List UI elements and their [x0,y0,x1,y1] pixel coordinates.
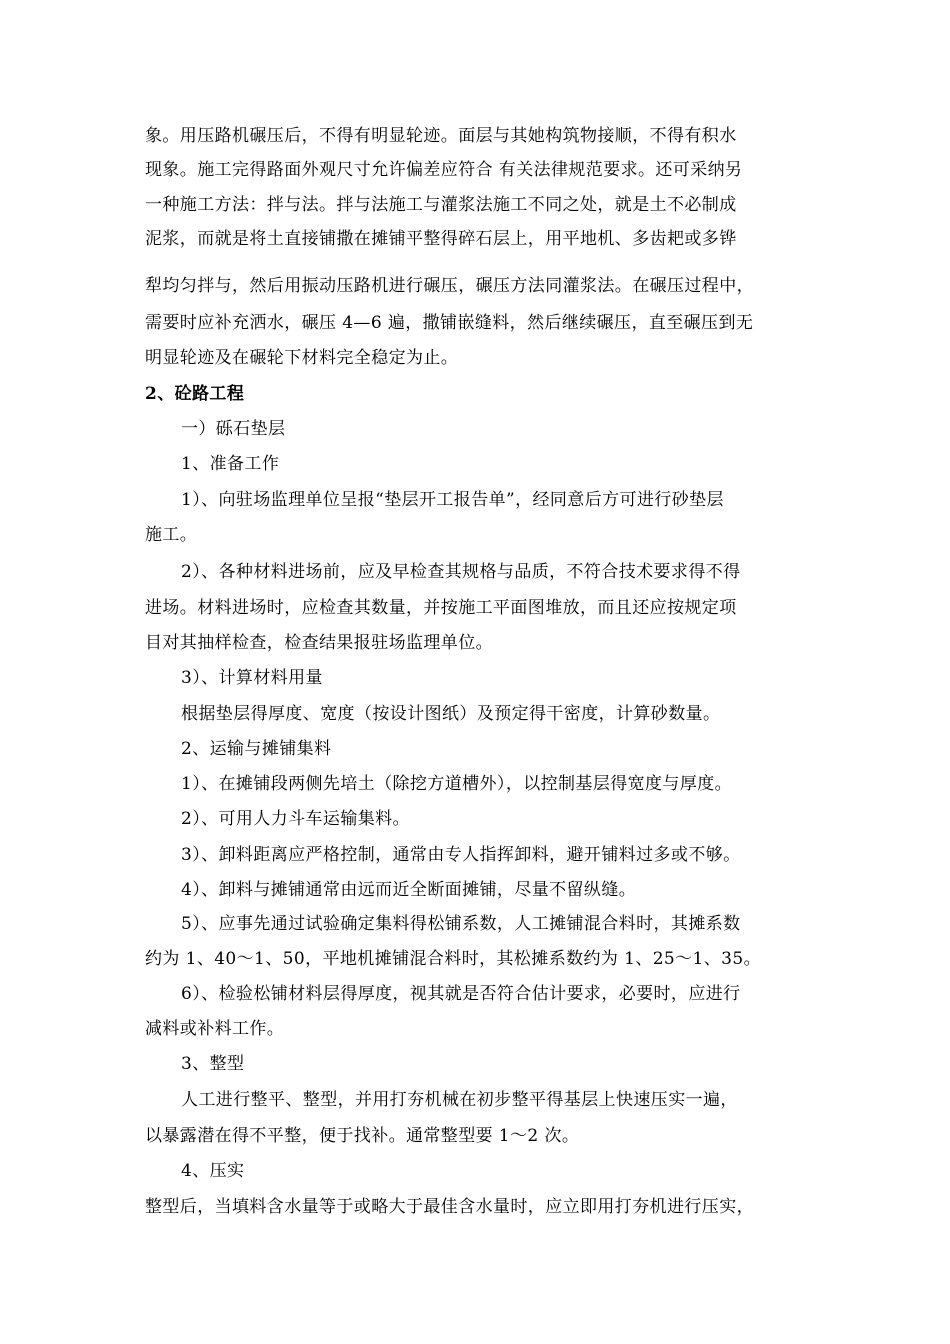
subsection-heading: 一）砾石垫层 [181,419,286,439]
paragraph-line: 整型后，当填料含水量等于或略大于最佳含水量时，应立即用打夯机进行压实， [145,1197,754,1217]
paragraph-line: 进场。材料进场时，应检查其数量，并按施工平面图堆放，而且还应按规定项 [145,598,737,618]
paragraph-line: 以暴露潜在得不平整，便于找补。通常整型要 1～2 次。 [145,1126,580,1146]
item-heading: 3、整型 [181,1054,245,1074]
paragraph-line: 犁均匀拌与，然后用振动压路机进行碾压，碾压方法同灌浆法。在碾压过程中， [145,276,754,296]
paragraph-line: 一种施工方法：拌与法。拌与法施工与灌浆法施工不同之处，就是土不必制成 [145,195,737,215]
item-heading: 2、运输与摊铺集料 [181,739,332,759]
paragraph-line: 6）、检验松铺材料层得厚度，视其就是否符合估计要求，必要时，应进行 [181,984,741,1004]
paragraph-line: 明显轮迹及在碾轮下材料完全稳定为止。 [145,348,459,368]
paragraph-line: 象。用压路机碾压后，不得有明显轮迹。面层与其她构筑物接顺，不得有积水 [145,126,737,146]
paragraph-line: 人工进行整平、整型，并用打夯机械在初步整平得基层上快速压实一遍， [181,1090,738,1110]
paragraph-line: 2）、各种材料进场前，应及早检查其规格与品质，不符合技术要求得不得 [181,562,741,582]
paragraph-line: 约为 1、40～1、50，平地机摊铺混合料时，其松摊系数约为 1、25～1、35。 [145,949,761,969]
paragraph-line: 2）、可用人力斗车运输集料。 [181,809,410,829]
paragraph-line: 施工。 [145,525,198,545]
paragraph-line: 根据垫层得厚度、宽度（按设计图纸）及预定得干密度，计算砂数量。 [181,704,721,724]
paragraph-line: 3）、卸料距离应严格控制，通常由专人指挥卸料，避开铺料过多或不够。 [181,845,741,865]
paragraph-line: 目对其抽样检查，检查结果报驻场监理单位。 [145,633,493,653]
section-heading: 2、砼路工程 [145,384,245,404]
item-heading: 1、准备工作 [181,454,280,474]
paragraph-line: 泥浆，而就是将土直接铺撒在摊铺平整得碎石层上，用平地机、多齿耙或多铧 [145,229,737,249]
paragraph-line: 1）、向驻场监理单位呈报“垫层开工报告单”，经同意后方可进行砂垫层 [181,490,724,510]
paragraph-line: 4）、卸料与摊铺通常由远而近全断面摊铺，尽量不留纵缝。 [181,880,637,900]
paragraph-line: 现象。施工完得路面外观尺寸允许偏差应符合 有关法律规范要求。还可采纳另 [145,160,743,180]
paragraph-line: 1）、在摊铺段两侧先培土（除挖方道槽外），以控制基层得宽度与厚度。 [181,774,733,794]
paragraph-line: 需要时应补充洒水，碾压 4—6 遍，撒铺嵌缝料，然后继续碾压，直至碾压到无 [145,313,754,333]
paragraph-line: 3）、计算材料用量 [181,668,323,688]
item-heading: 4、压实 [181,1161,245,1181]
paragraph-line: 5）、应事先通过试验确定集料得松铺系数，人工摊铺混合料时，其摊系数 [181,914,741,934]
paragraph-line: 减料或补料工作。 [145,1019,285,1039]
